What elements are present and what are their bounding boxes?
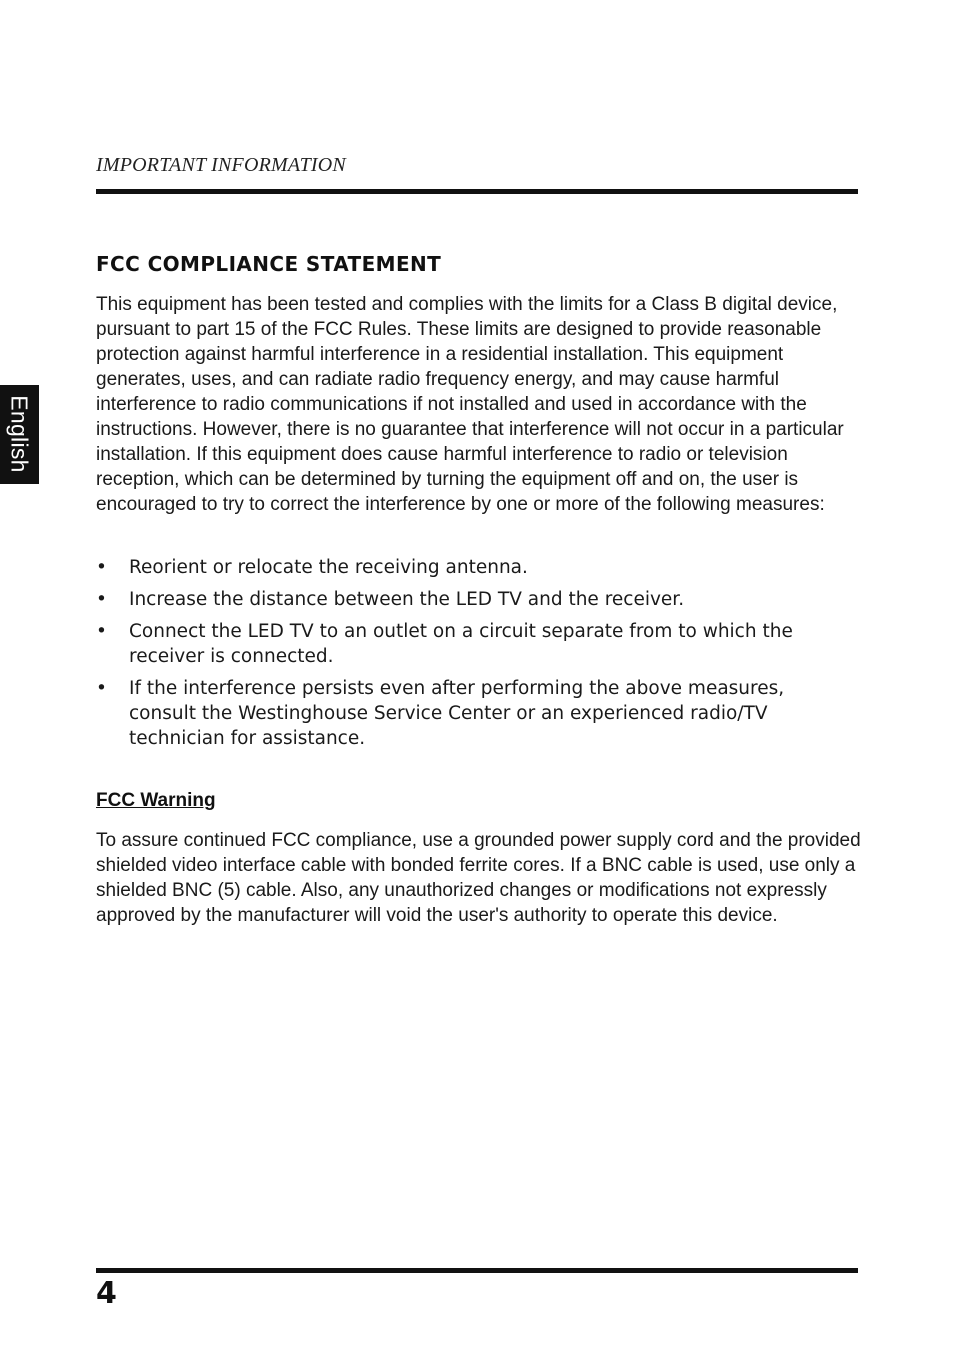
list-item-text: If the interference persists even after performing the above measures, consult the Westinghouse Service Center or an experienced radio/TV technician for assistance. (129, 678, 785, 749)
bullet-icon: • (96, 557, 107, 578)
header-divider (96, 189, 858, 194)
language-tab-label: English (6, 395, 33, 473)
fcc-warning-paragraph: To assure continued FCC compliance, use a grounded power supply cord and the provided shielded video interface cable with bonded ferrite cores. If a BNC cable is used, use only a shielded BNC (5) cable. Also, any unauthorized changes or modifications not expressly approved by the manufacturer will void the user's authority to operate this device. (96, 830, 861, 926)
fcc-compliance-paragraph: This equipment has been tested and complies with the limits for a Class B digital device, pursuant to part 15 of the FCC Rules. These limits are designed to provide reasonable protection against harmful interference in a residential installation. This equipment generates, uses, and can radiate radio frequency energy, and may cause harmful interference to radio communications if not installed and used in accordance with the instructions. However, there is no guarantee that interference will not occur in a particular installation. If this equipment does cause harmful interference to radio or television reception, which can be determined by turning the equipment off and on, the user is encouraged to try to correct the interference by one or more of the following measures: (96, 294, 844, 515)
list-item-text: Connect the LED TV to an outlet on a circuit separate from to which the receiver is connected. (129, 621, 793, 667)
list-item (96, 587, 856, 612)
bullet-icon: • (96, 621, 107, 642)
footer-divider (96, 1268, 858, 1273)
list-item-text: Increase the distance between the LED TV and the receiver. (129, 589, 685, 610)
language-side-tab (0, 385, 39, 484)
list-item-text: Reorient or relocate the receiving antenna. (129, 557, 528, 578)
running-header-title: IMPORTANT INFORMATION (96, 154, 346, 176)
fcc-warning-heading: FCC Warning (96, 790, 216, 811)
list-item (96, 676, 856, 751)
interference-measures-list (96, 555, 856, 758)
bullet-icon: • (96, 589, 107, 610)
list-item (96, 619, 856, 669)
fcc-compliance-heading: FCC COMPLIANCE STATEMENT (96, 252, 442, 276)
bullet-icon: • (96, 678, 107, 699)
page-number: 4 (96, 1276, 117, 1311)
list-item (96, 555, 856, 580)
